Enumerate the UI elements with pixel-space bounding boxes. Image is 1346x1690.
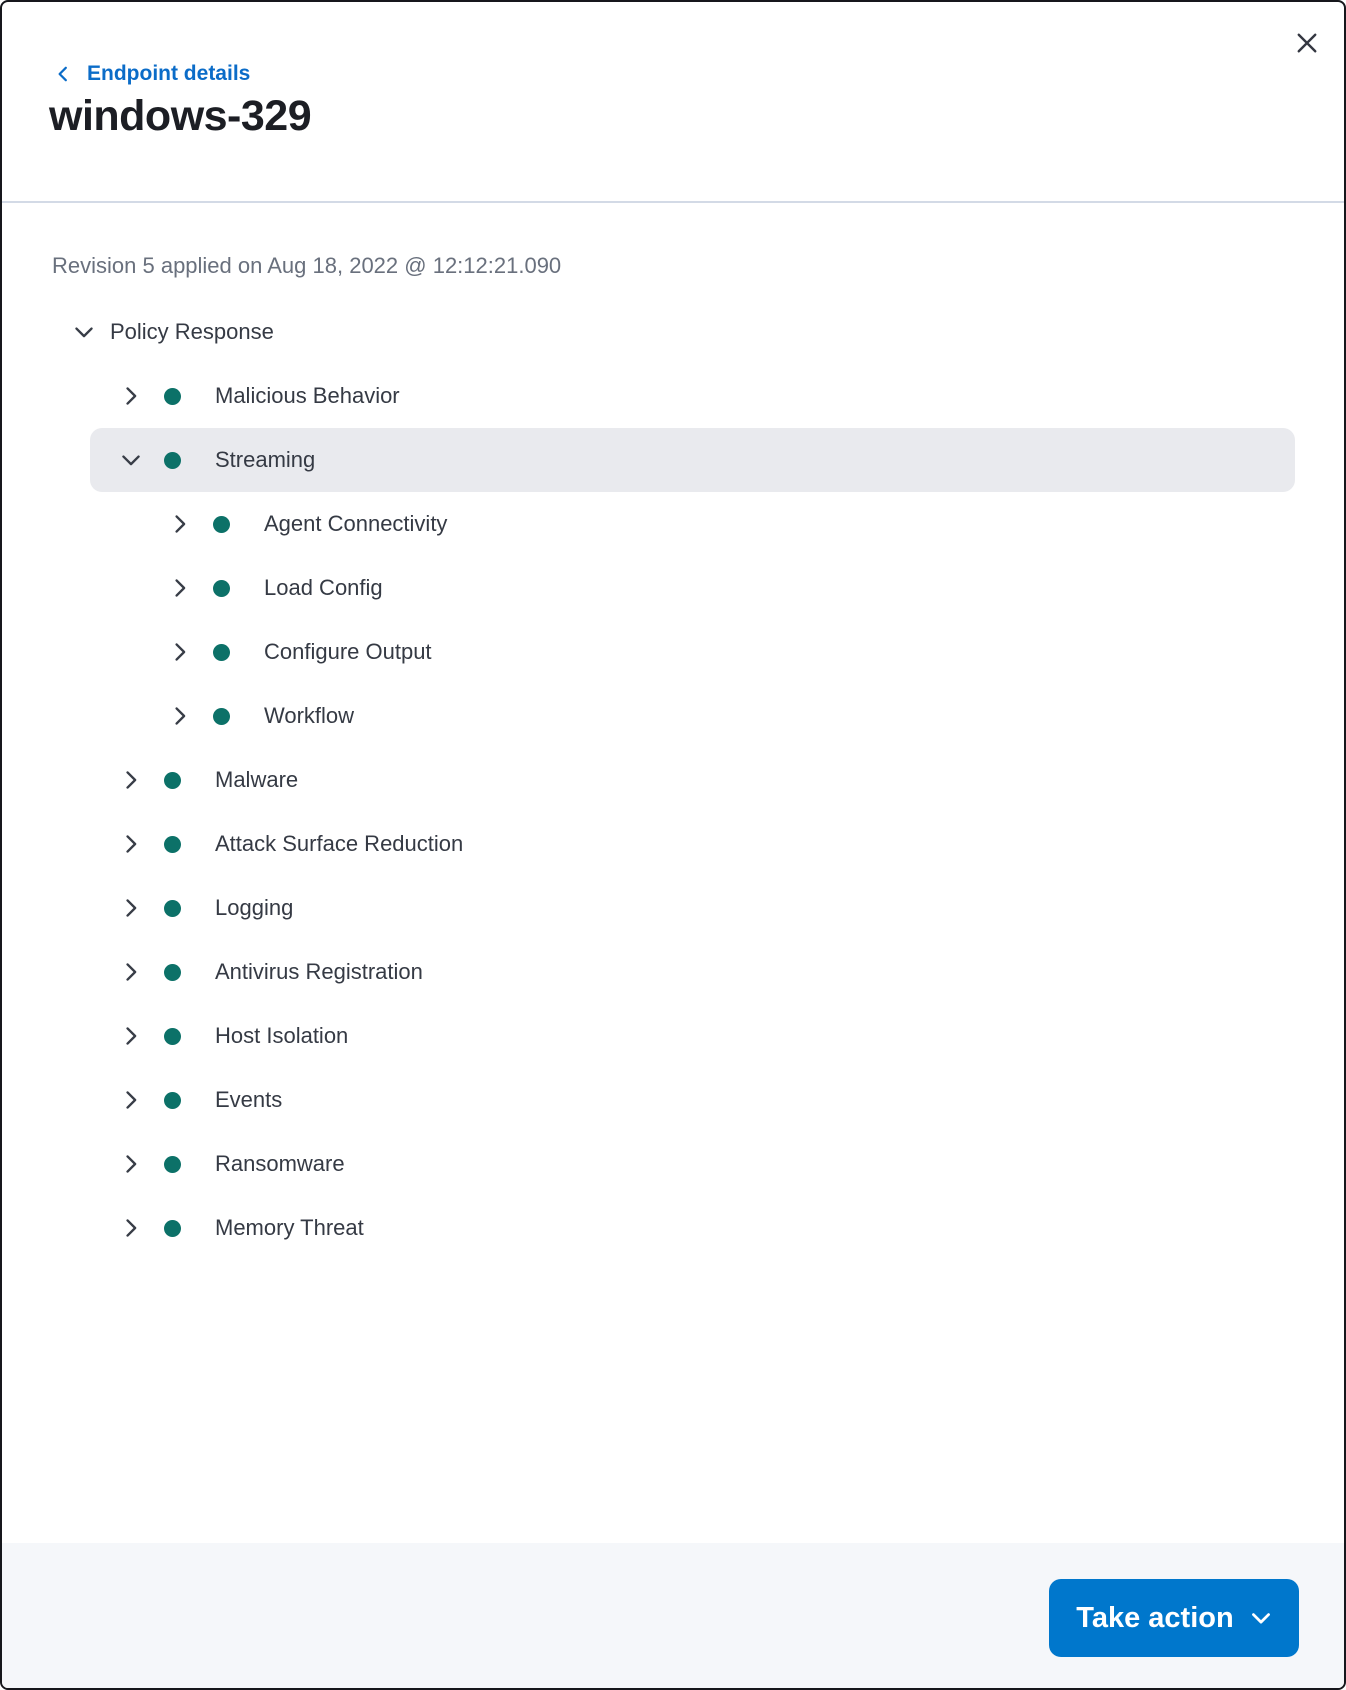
tree-item-label: Load Config: [264, 575, 383, 600]
status-success-dot: [164, 1028, 181, 1045]
chevron-right-icon: [120, 833, 142, 855]
tree-item-memory-threat[interactable]: [90, 1196, 1295, 1260]
chevron-right-icon: [120, 897, 142, 919]
tree-item-label: Antivirus Registration: [215, 959, 423, 984]
chevron-right-icon: [120, 1025, 142, 1047]
tree-item-policy-response[interactable]: [2, 300, 1344, 364]
chevron-right-icon: [169, 641, 191, 663]
tree-item-ransomware[interactable]: [90, 1132, 1295, 1196]
status-success-dot: [164, 1220, 181, 1237]
tree-item-label: Configure Output: [264, 639, 432, 664]
status-success-dot: [164, 964, 181, 981]
tree-item-malicious-behavior[interactable]: [90, 364, 1295, 428]
tree-item-label: Malicious Behavior: [215, 383, 400, 408]
policy-response-tree: [2, 300, 1344, 1260]
tree-item-load-config[interactable]: [90, 556, 1295, 620]
chevron-right-icon: [120, 1089, 142, 1111]
chevron-down-icon: [120, 449, 142, 471]
status-success-dot: [164, 388, 181, 405]
chevron-down-icon: [73, 321, 95, 343]
tree-item-label: Ransomware: [215, 1151, 345, 1176]
tree-item-events[interactable]: [90, 1068, 1295, 1132]
status-success-dot: [164, 1092, 181, 1109]
status-success-dot: [213, 516, 230, 533]
tree-item-label: Workflow: [264, 703, 355, 728]
tree-item-configure-output[interactable]: [90, 620, 1295, 684]
chevron-right-icon: [120, 961, 142, 983]
flyout-footer: [2, 1543, 1344, 1688]
status-success-dot: [164, 772, 181, 789]
page-title: windows-329: [49, 92, 312, 140]
chevron-left-icon: [54, 65, 72, 83]
close-icon[interactable]: [1286, 22, 1328, 64]
tree-item-label: Logging: [215, 895, 294, 920]
tree-item-label: Agent Connectivity: [264, 511, 448, 536]
tree-item-label: Events: [215, 1087, 283, 1112]
tree-item-malware[interactable]: [90, 748, 1295, 812]
header-divider: [2, 201, 1344, 203]
chevron-right-icon: [169, 705, 191, 727]
back-link-label: Endpoint details: [87, 62, 251, 85]
chevron-right-icon: [169, 577, 191, 599]
tree-item-label: Memory Threat: [215, 1215, 364, 1240]
chevron-right-icon: [120, 385, 142, 407]
tree-item-label: Streaming: [215, 447, 316, 472]
revision-applied-text: Revision 5 applied on Aug 18, 2022 @ 12:12:21.090: [52, 253, 562, 278]
status-success-dot: [164, 900, 181, 917]
tree-item-label: Policy Response: [110, 319, 274, 344]
status-success-dot: [213, 708, 230, 725]
status-success-dot: [213, 580, 230, 597]
tree-item-antivirus-registration[interactable]: [90, 940, 1295, 1004]
chevron-right-icon: [120, 769, 142, 791]
chevron-down-icon: [1250, 1607, 1272, 1629]
chevron-right-icon: [120, 1217, 142, 1239]
tree-item-agent-connectivity[interactable]: [90, 492, 1295, 556]
tree-item-attack-surface-reduction[interactable]: [90, 812, 1295, 876]
tree-item-label: Host Isolation: [215, 1023, 349, 1048]
status-success-dot: [164, 452, 181, 469]
status-success-dot: [164, 1156, 181, 1173]
tree-item-streaming[interactable]: [90, 428, 1295, 492]
chevron-right-icon: [169, 513, 191, 535]
chevron-right-icon: [120, 1153, 142, 1175]
tree-item-label: Malware: [215, 767, 299, 792]
tree-item-logging[interactable]: [90, 876, 1295, 940]
tree-item-label: Attack Surface Reduction: [215, 831, 464, 856]
status-success-dot: [213, 644, 230, 661]
back-to-endpoint-details-link[interactable]: [54, 62, 250, 86]
take-action-label: Take action: [1076, 1601, 1234, 1634]
take-action-button[interactable]: [1049, 1579, 1299, 1657]
tree-item-host-isolation[interactable]: [90, 1004, 1295, 1068]
status-success-dot: [164, 836, 181, 853]
tree-item-workflow[interactable]: [90, 684, 1295, 748]
